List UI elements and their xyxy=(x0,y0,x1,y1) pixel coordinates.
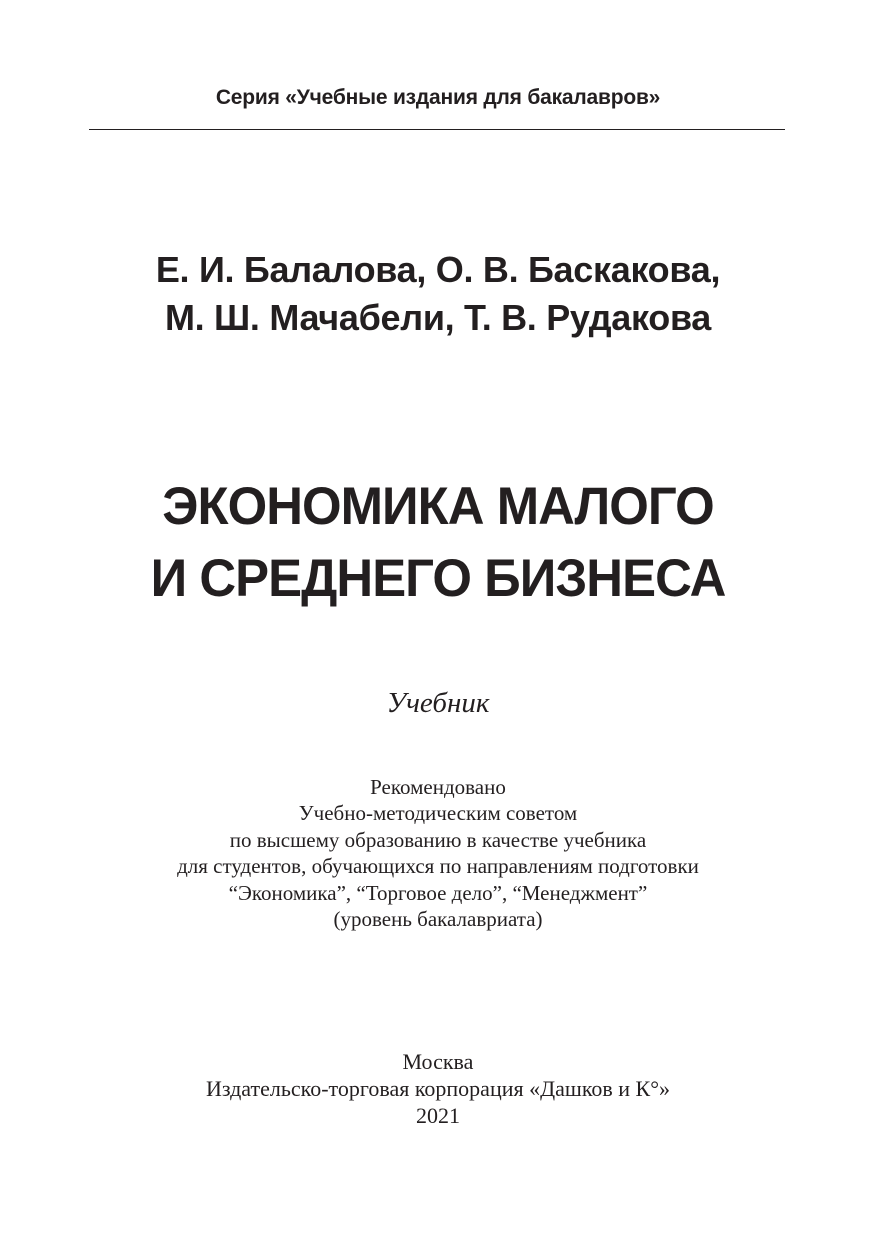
recommendation-block xyxy=(0,774,876,932)
recommendation-line: Рекомендовано xyxy=(370,775,506,799)
header-divider xyxy=(89,129,785,130)
imprint-block xyxy=(0,1048,876,1129)
recommendation-line: (уровень бакалавриата) xyxy=(333,907,543,932)
authors-line: Е. И. Балалова, О. В. Баскакова, xyxy=(155,249,721,290)
imprint-publisher: Издательско-торговая корпорация «Дашков и К°» xyxy=(205,1076,671,1101)
imprint-year: 2021 xyxy=(416,1103,460,1128)
recommendation-line: по высшему образованию в качестве учебника xyxy=(229,827,647,852)
recommendation-line: “Экономика”, “Торговое дело”, “Менеджмент” xyxy=(228,880,648,905)
recommendation-line: для студентов, обучающихся по направлениям подготовки xyxy=(177,854,699,879)
recommendation-line: Учебно-методическим советом xyxy=(298,801,578,826)
series-title: Серия «Учебные издания для бакалавров» xyxy=(215,86,661,109)
authors-line: М. Ш. Мачабели, Т. В. Рудакова xyxy=(164,297,712,338)
book-type: Учебник xyxy=(386,687,490,719)
book-title xyxy=(18,471,859,615)
book-title-line: И СРЕДНЕГО БИЗНЕСА xyxy=(150,549,726,608)
authors-block xyxy=(0,246,876,342)
book-title-line: ЭКОНОМИКА МАЛОГО xyxy=(162,477,714,536)
imprint-city: Москва xyxy=(402,1049,474,1074)
